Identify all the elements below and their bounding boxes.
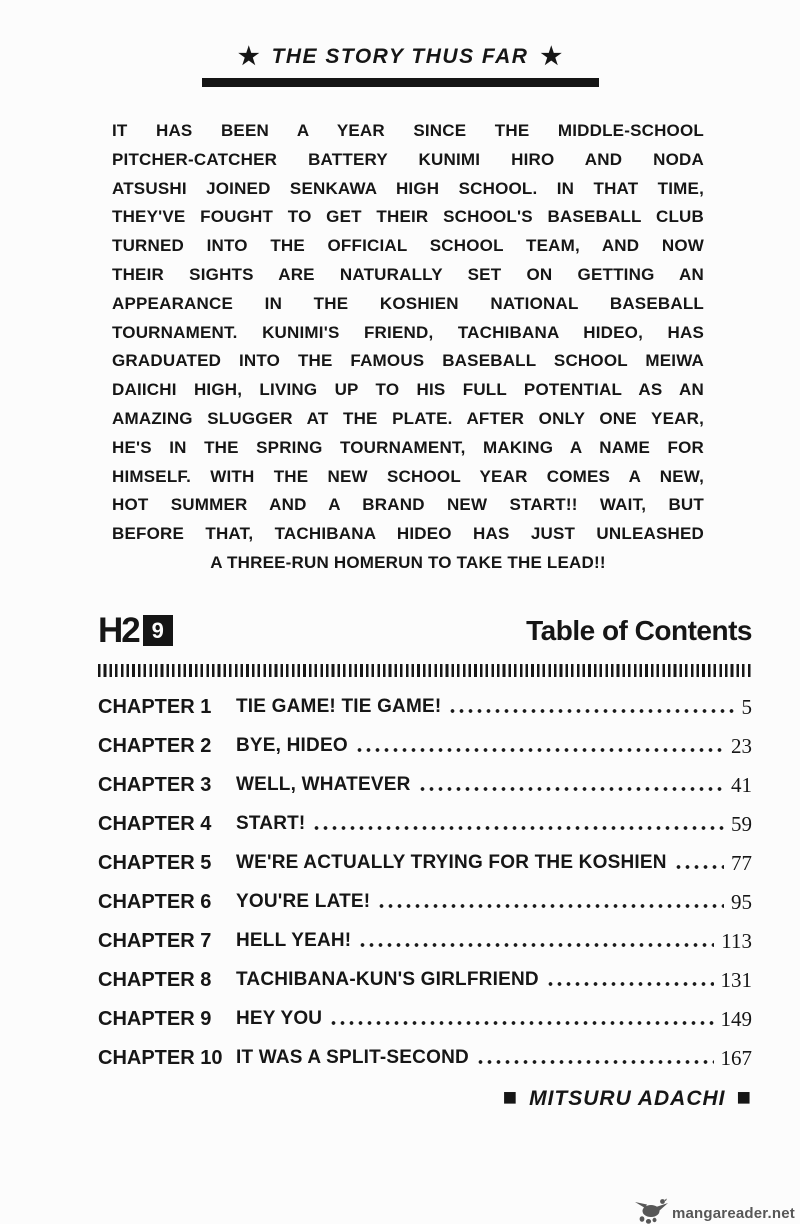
chapter-row — [98, 1039, 752, 1078]
story-line: BEFORE THAT, TACHIBANA HIDEO HAS JUST UNLEASHED — [112, 524, 704, 544]
page-title — [238, 42, 562, 71]
chapter-row — [98, 688, 752, 727]
story-line: GRADUATED INTO THE FAMOUS BASEBALL SCHOOL MEIWA — [112, 351, 704, 371]
dot-leader — [546, 981, 714, 987]
toc-header — [98, 611, 752, 650]
chapter-row — [98, 766, 752, 805]
h2-logo-text: H2 — [98, 611, 139, 650]
chapter-label: CHAPTER 9 — [98, 1007, 212, 1030]
chapter-label: CHAPTER 8 — [98, 968, 212, 991]
story-line: ATSUSHI JOINED SENKAWA HIGH SCHOOL. IN THAT TIME, — [112, 178, 704, 198]
chapter-title: YOU'RE LATE! — [236, 891, 371, 913]
story-line: HIMSELF. WITH THE NEW SCHOOL YEAR COMES A NEW, — [112, 466, 704, 486]
striped-divider — [98, 664, 752, 677]
chapter-row — [98, 805, 752, 844]
chapter-label: CHAPTER 4 — [98, 812, 212, 835]
story-line: HOT SUMMER AND A BRAND NEW START!! WAIT, BUT — [112, 495, 704, 515]
chapter-label: CHAPTER 6 — [98, 890, 212, 913]
toc-title: Table of Contents — [526, 614, 752, 646]
page-title-text: THE STORY THUS FAR — [271, 44, 529, 68]
watermark — [634, 1198, 795, 1222]
mangareader-logo-icon — [634, 1198, 670, 1224]
chapter-row — [98, 922, 752, 961]
chapter-page-number: 59 — [731, 811, 752, 836]
chapter-page-number: 41 — [731, 772, 752, 797]
chapter-label: CHAPTER 5 — [98, 851, 212, 874]
dot-leader — [476, 1059, 714, 1065]
chapter-row — [98, 883, 752, 922]
title-underline-bar — [202, 78, 599, 87]
dot-leader — [674, 864, 724, 870]
story-header — [0, 0, 800, 87]
table-of-contents — [98, 611, 752, 1111]
story-summary — [112, 117, 704, 578]
author-credit — [98, 1083, 752, 1111]
chapter-row — [98, 727, 752, 766]
watermark-text: mangareader.net — [671, 1205, 795, 1222]
story-line: PITCHER-CATCHER BATTERY KUNIMI HIRO AND NODA — [112, 149, 704, 169]
chapter-title: TIE GAME! TIE GAME! — [236, 696, 442, 718]
star-icon: ★ — [540, 43, 562, 70]
chapter-title: HELL YEAH! — [236, 930, 352, 952]
story-line: APPEARANCE IN THE KOSHIEN NATIONAL BASEBALL — [112, 293, 704, 313]
chapter-title: START! — [236, 813, 306, 835]
chapter-page-number: 77 — [731, 850, 752, 875]
chapter-title: WELL, WHATEVER — [236, 774, 411, 796]
chapter-label: CHAPTER 2 — [98, 734, 212, 757]
story-line: THEY'VE FOUGHT TO GET THEIR SCHOOL'S BASEBALL CLUB — [112, 207, 704, 227]
chapter-page-number: 167 — [720, 1045, 752, 1070]
author-name: MITSURU ADACHI — [529, 1086, 726, 1110]
chapter-title: BYE, HIDEO — [236, 735, 348, 757]
chapter-title: TACHIBANA-KUN'S GIRLFRIEND — [236, 969, 539, 991]
black-square-icon: ■ — [502, 1083, 519, 1111]
chapter-page-number: 5 — [741, 694, 752, 719]
story-line: TOURNAMENT. KUNIMI'S FRIEND, TACHIBANA HIDEO, HAS — [112, 322, 704, 342]
story-line: THEIR SIGHTS ARE NATURALLY SET ON GETTING AN — [112, 264, 704, 284]
dot-leader — [358, 942, 714, 948]
story-line: HE'S IN THE SPRING TOURNAMENT, MAKING A NAME FOR — [112, 437, 704, 457]
dot-leader — [329, 1020, 713, 1026]
story-line: IT HAS BEEN A YEAR SINCE THE MIDDLE-SCHOOL — [112, 121, 704, 140]
volume-number-badge: 9 — [143, 615, 173, 646]
story-line: TURNED INTO THE OFFICIAL SCHOOL TEAM, AND NOW — [112, 236, 704, 256]
chapter-label: CHAPTER 10 — [98, 1046, 223, 1069]
chapter-title: IT WAS A SPLIT-SECOND — [236, 1047, 469, 1069]
chapter-row — [98, 1000, 752, 1039]
story-line: AMAZING SLUGGER AT THE PLATE. AFTER ONLY ONE YEAR, — [112, 408, 704, 428]
black-square-icon: ■ — [736, 1083, 752, 1111]
chapter-label: CHAPTER 3 — [98, 773, 212, 796]
story-line: A THREE-RUN HOMERUN TO TAKE THE LEAD!! — [210, 552, 606, 572]
dot-leader — [377, 903, 724, 909]
star-icon: ★ — [238, 43, 260, 70]
chapter-row — [98, 961, 752, 1000]
story-line: DAIICHI HIGH, LIVING UP TO HIS FULL POTENTIAL AS AN — [112, 380, 704, 400]
dot-leader — [448, 708, 734, 714]
chapter-page-number: 23 — [731, 733, 752, 758]
chapter-page-number: 149 — [720, 1006, 752, 1031]
chapter-row — [98, 844, 752, 883]
chapter-page-number: 131 — [720, 967, 752, 992]
dot-leader — [312, 825, 724, 831]
chapter-title: WE'RE ACTUALLY TRYING FOR THE KOSHIEN — [236, 852, 667, 874]
dot-leader — [418, 786, 725, 792]
chapter-page-number: 113 — [721, 928, 752, 953]
chapter-list — [98, 688, 752, 1078]
h2-logo — [98, 611, 173, 650]
chapter-label: CHAPTER 7 — [98, 929, 212, 952]
chapter-title: HEY YOU — [236, 1008, 323, 1030]
chapter-label: CHAPTER 1 — [98, 695, 212, 718]
dot-leader — [355, 747, 724, 753]
chapter-page-number: 95 — [731, 889, 752, 914]
